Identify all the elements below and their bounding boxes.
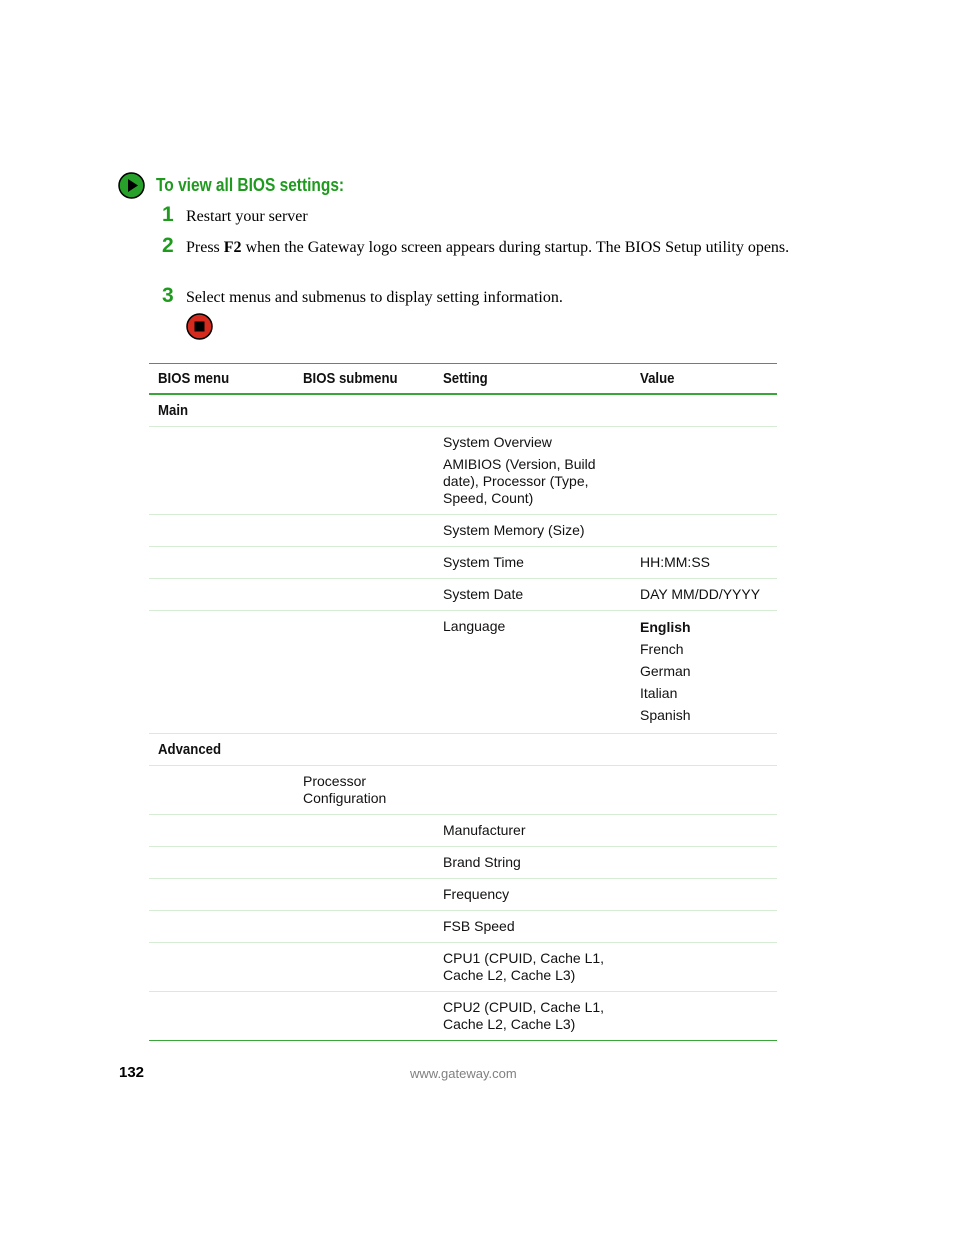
section-row-main <box>149 394 777 427</box>
stop-icon <box>186 313 213 340</box>
table-row <box>149 943 777 992</box>
table-row <box>149 766 777 815</box>
table-row <box>149 579 777 611</box>
setting-title: System Overview <box>443 434 552 450</box>
setting-cell <box>434 427 631 515</box>
value-cell <box>631 515 777 547</box>
column-header-setting: Setting <box>434 364 631 395</box>
menu-name: Advanced <box>158 741 222 758</box>
setting-cell: System Memory (Size) <box>443 522 585 538</box>
step-number: 1 <box>162 203 174 226</box>
table-row <box>149 911 777 943</box>
bios-settings-table <box>149 363 777 1041</box>
key-f2: F2 <box>223 239 242 256</box>
play-arrow-icon <box>118 172 145 199</box>
column-header-bios-submenu: BIOS submenu <box>294 364 434 395</box>
menu-name: Main <box>158 402 189 419</box>
table-row <box>149 879 777 911</box>
setting-cell: System Date <box>443 586 524 602</box>
footer-url: www.gateway.com <box>410 1066 517 1081</box>
step-number: 3 <box>162 284 174 307</box>
setting-cell: Frequency <box>443 886 510 902</box>
language-option: German <box>640 663 691 679</box>
section-row-advanced <box>149 734 777 766</box>
step-number: 2 <box>162 234 174 257</box>
setting-cell: Language <box>443 618 506 634</box>
value-cell: DAY MM/DD/YYYY <box>640 586 761 602</box>
table-row <box>149 611 777 734</box>
column-header-value: Value <box>631 364 777 395</box>
table-row <box>149 427 777 515</box>
table-row <box>149 547 777 579</box>
setting-cell: System Time <box>443 554 524 570</box>
column-header-bios-menu: BIOS menu <box>149 364 294 395</box>
language-options <box>640 616 771 726</box>
step-text: Press F2 when the Gateway logo screen appears during startup. The BIOS Setup utility opens. <box>186 239 790 256</box>
setting-detail: AMIBIOS (Version, Build date), Processor (Type, Speed, Count) <box>443 456 596 506</box>
setting-cell: CPU2 (CPUID, Cache L1, Cache L2, Cache L3) <box>443 999 605 1032</box>
table-row <box>149 515 777 547</box>
setting-cell: Manufacturer <box>443 822 526 838</box>
value-cell: HH:MM:SS <box>640 554 710 570</box>
submenu-cell: Processor Configuration <box>303 773 387 806</box>
step-text: Restart your server <box>186 208 308 225</box>
language-option: French <box>640 641 684 657</box>
language-option: Italian <box>640 685 678 701</box>
table-header-row <box>149 364 777 395</box>
setting-cell: FSB Speed <box>443 918 515 934</box>
table-row <box>149 815 777 847</box>
setting-cell: CPU1 (CPUID, Cache L1, Cache L2, Cache L3) <box>443 950 605 983</box>
procedure-title: To view all BIOS settings: <box>156 175 345 195</box>
step-text: Select menus and submenus to display setting information. <box>186 289 563 306</box>
page-number: 132 <box>119 1064 145 1081</box>
value-cell <box>631 611 777 734</box>
language-option: English <box>640 619 691 635</box>
table-row <box>149 847 777 879</box>
table-row <box>149 992 777 1041</box>
setting-cell: Brand String <box>443 854 521 870</box>
language-option: Spanish <box>640 707 691 723</box>
